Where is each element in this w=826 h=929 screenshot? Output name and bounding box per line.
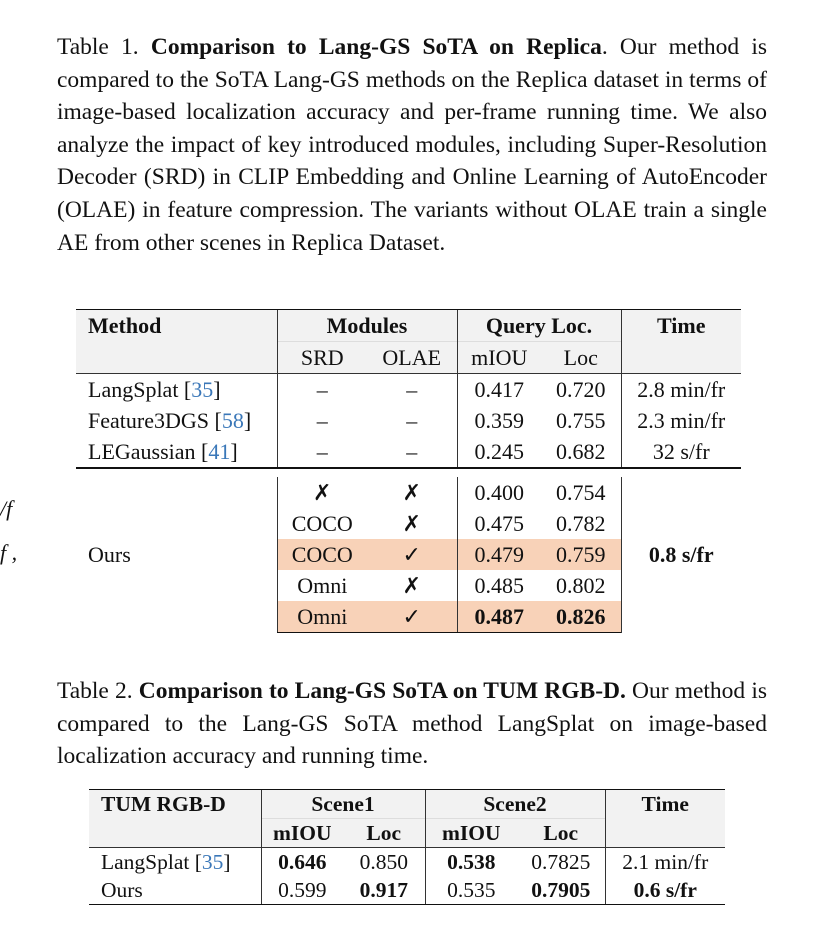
t1-cell: 0.417 <box>457 374 541 406</box>
table-row <box>89 848 725 877</box>
t2-method-cell: Ours <box>89 876 261 905</box>
t1-cell: ✗ <box>402 572 421 598</box>
t1-cell: 0.475 <box>457 508 541 539</box>
t2-cell: 0.7905 <box>517 876 605 905</box>
t2-cell: 0.646 <box>261 848 343 877</box>
t1-cell: 0.485 <box>457 570 541 601</box>
t1-cell: 0.720 <box>541 374 621 406</box>
table1-title: Comparison to Lang-GS SoTA on Replica <box>150 34 602 60</box>
t1-cell: 0.359 <box>457 405 541 436</box>
t2-cell: 0.850 <box>343 848 425 877</box>
t1-header-time: Time <box>621 310 741 342</box>
t1-cell: 0.755 <box>556 407 606 433</box>
table2-label: Table 2. <box>57 678 133 704</box>
table2-caption-body: Our method is compared to the Lang-GS SoTA method LangSplat on image-based localization accuracy and running time. <box>57 678 767 770</box>
t2-header-time: Time <box>605 790 725 819</box>
table-row <box>76 436 741 468</box>
table1-caption-body: . Our method is compared to the SoTA Lang-GS methods on the Replica dataset in terms of image-based localization accuracy and per-frame running time. We also analyze the impact of key introduced modules, including Super-Resolution Decoder (SRD) in CLIP Embedding and Online Learning of AutoEncoder (OLAE) in feature compression. The variants without OLAE train a single AE from other scenes in Replica Dataset. <box>57 34 767 256</box>
t2-cell: 0.599 <box>261 876 343 905</box>
t1-cell: 0.826 <box>541 601 621 633</box>
margin-fragment-2: f , <box>0 540 18 565</box>
t1-cell: 32 s/fr <box>621 436 741 468</box>
t1-cell: – <box>277 405 367 436</box>
t1-cell: 0.754 <box>556 479 606 505</box>
t2-header-scene2: Scene2 <box>425 790 605 819</box>
table2-title: Comparison to Lang-GS SoTA on TUM RGB-D. <box>138 678 626 704</box>
table-row <box>89 876 725 905</box>
t1-method-cell: Feature3DGS [58] <box>88 407 252 433</box>
t1-cell: 0.759 <box>541 539 621 570</box>
t1-cell: ✗ <box>277 477 367 508</box>
t1-cell: 2.3 min/fr <box>621 405 741 436</box>
t2-cell: 0.917 <box>343 876 425 905</box>
t1-cell: COCO <box>277 508 367 539</box>
t1-cell: ✗ <box>402 479 421 505</box>
t2-header-miou: mIOU <box>425 819 517 848</box>
table1-caption <box>57 31 767 259</box>
table-row <box>76 374 741 406</box>
t1-header-modules: Modules <box>277 310 457 342</box>
t1-header-loc: Loc <box>541 342 621 374</box>
t1-header-query: Query Loc. <box>457 310 621 342</box>
t1-header-miou: mIOU <box>457 342 541 374</box>
t1-cell: ✗ <box>402 510 421 536</box>
t2-header-scene1: Scene1 <box>261 790 425 819</box>
margin-fragment-1: /f <box>0 496 13 521</box>
t2-header-miou: mIOU <box>261 819 343 848</box>
table1-label: Table 1. <box>57 34 139 60</box>
t2-cell: 0.535 <box>425 876 517 905</box>
t1-cell: – <box>406 438 418 464</box>
t1-cell: ✓ <box>367 601 457 633</box>
t1-header-olae: OLAE <box>367 342 457 374</box>
t1-cell: Omni <box>277 601 367 633</box>
t1-cell: – <box>406 407 418 433</box>
t1-cell: COCO <box>277 539 367 570</box>
t2-header-loc: Loc <box>343 819 425 848</box>
t1-cell: – <box>367 374 457 406</box>
t1-cell: 0.487 <box>457 601 541 633</box>
t1-header-srd: SRD <box>277 342 367 374</box>
t1-cell: 0.479 <box>457 539 541 570</box>
table2-caption <box>57 675 767 773</box>
t1-cell: 0.245 <box>457 436 541 468</box>
t1-cell: – <box>277 436 367 468</box>
t1-cell: ✓ <box>367 539 457 570</box>
t2-cell: 2.1 min/fr <box>605 848 725 877</box>
t1-cell: – <box>277 374 367 406</box>
table2 <box>89 789 725 905</box>
table-row <box>76 405 741 436</box>
t1-cell: 0.400 <box>457 477 541 508</box>
t1-ours-label: Ours <box>88 541 131 567</box>
t1-cell: 0.802 <box>556 572 606 598</box>
t1-cell: 0.782 <box>556 510 606 536</box>
t1-method-cell: LEGaussian [41] <box>88 438 238 464</box>
t1-cell: 2.8 min/fr <box>621 374 741 406</box>
t1-cell: Omni <box>277 570 367 601</box>
t1-ours-time: 0.8 s/fr <box>621 477 741 633</box>
table1 <box>76 309 741 633</box>
t2-cell: 0.538 <box>425 848 517 877</box>
t1-header-method: Method <box>76 310 277 342</box>
t1-cell: 0.682 <box>556 438 606 464</box>
t1-method-cell: LangSplat [35] <box>76 374 277 406</box>
t2-header-loc: Loc <box>517 819 605 848</box>
t2-cell: 0.7825 <box>517 848 605 877</box>
t2-method-cell: LangSplat [35] <box>89 848 261 877</box>
t2-header-dataset: TUM RGB-D <box>89 790 261 819</box>
t2-cell: 0.6 s/fr <box>605 876 725 905</box>
table-row <box>76 477 741 508</box>
